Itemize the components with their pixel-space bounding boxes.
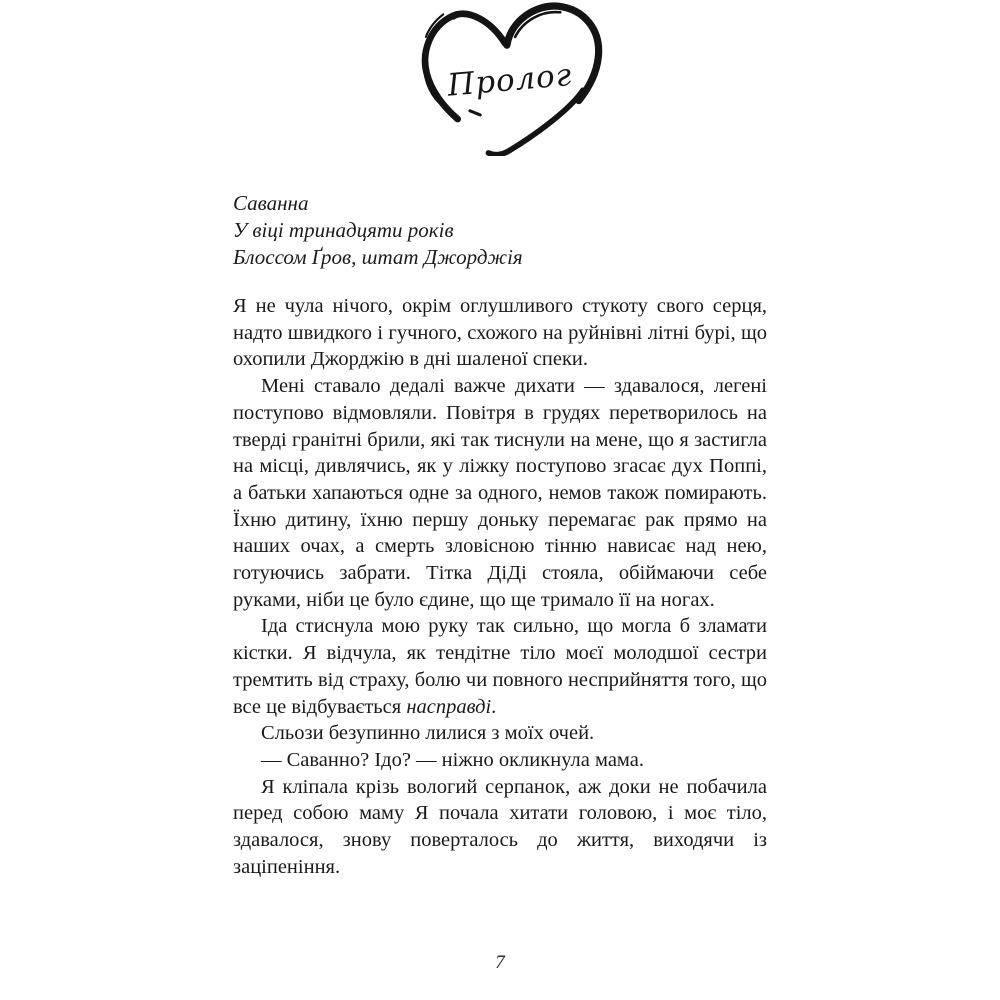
body-text: [233, 293, 767, 880]
paragraph: [233, 747, 767, 774]
scene-header: [233, 190, 768, 271]
heart-icon: [412, 0, 608, 156]
text-segment: Іда стиснула мою руку так сильно, що могла б зламати кістки. Я відчула, як тендітне тіло моєї молодшої сестри тремтить від страху, болю чи повного несприйняття того, що все це відбувається: [233, 615, 767, 718]
paragraph: [233, 720, 767, 747]
paragraph: [233, 774, 767, 881]
text-segment: — Саванно? Ідо? — ніжно окликнула мама.: [261, 748, 644, 771]
age-line: У віці тринадцяти років: [233, 218, 454, 242]
text-segment: Я кліпала крізь вологий серпанок, аж доки не побачила перед собою маму Я почала хитати головою, і моє тіло, здавалося, знову поверталось до життя, виходячи із заціпеніння.: [233, 775, 767, 878]
text-segment: .: [491, 695, 497, 718]
emphasized-text: насправді: [406, 695, 492, 718]
heart-title-text: Пролог: [446, 56, 574, 104]
page-number: 7: [495, 952, 505, 973]
paragraph: [233, 613, 767, 720]
paragraph: [233, 373, 767, 613]
paragraph: [233, 293, 767, 373]
text-segment: Сльози безупинно лилися з моїх очей.: [261, 722, 595, 745]
location-line: Блоссом Ґров, штат Джорджія: [233, 245, 523, 269]
character-name: Саванна: [233, 191, 309, 215]
prologue-heart-figure: [412, 0, 608, 156]
text-segment: Мені ставало дедалі важче дихати — здавалося, легені поступово відмовляли. Повітря в грудях перетворилось на тверді гранітні брили, які так тиснули на мене, що я застигла на місці, дивлячись, як у ліжку поступово згасає дух Поппі, а батьки хапаються одне за одного, немов також помирають. Їхню дитину, їхню першу доньку перемагає рак прямо на наших очах, а смерть зловісною тінню нависає над нею, готуючись забрати. Тітка ДіДі стояла, обіймаючи себе руками, ніби це було єдине, що ще тримало її на ногах.: [233, 375, 767, 611]
text-segment: Я не чула нічого, окрім оглушливого стукоту свого серця, надто швидкого і гучного, схожого на руйнівні літні бурі, що охопили Джорджію в дні шаленої спеки.: [233, 295, 767, 371]
